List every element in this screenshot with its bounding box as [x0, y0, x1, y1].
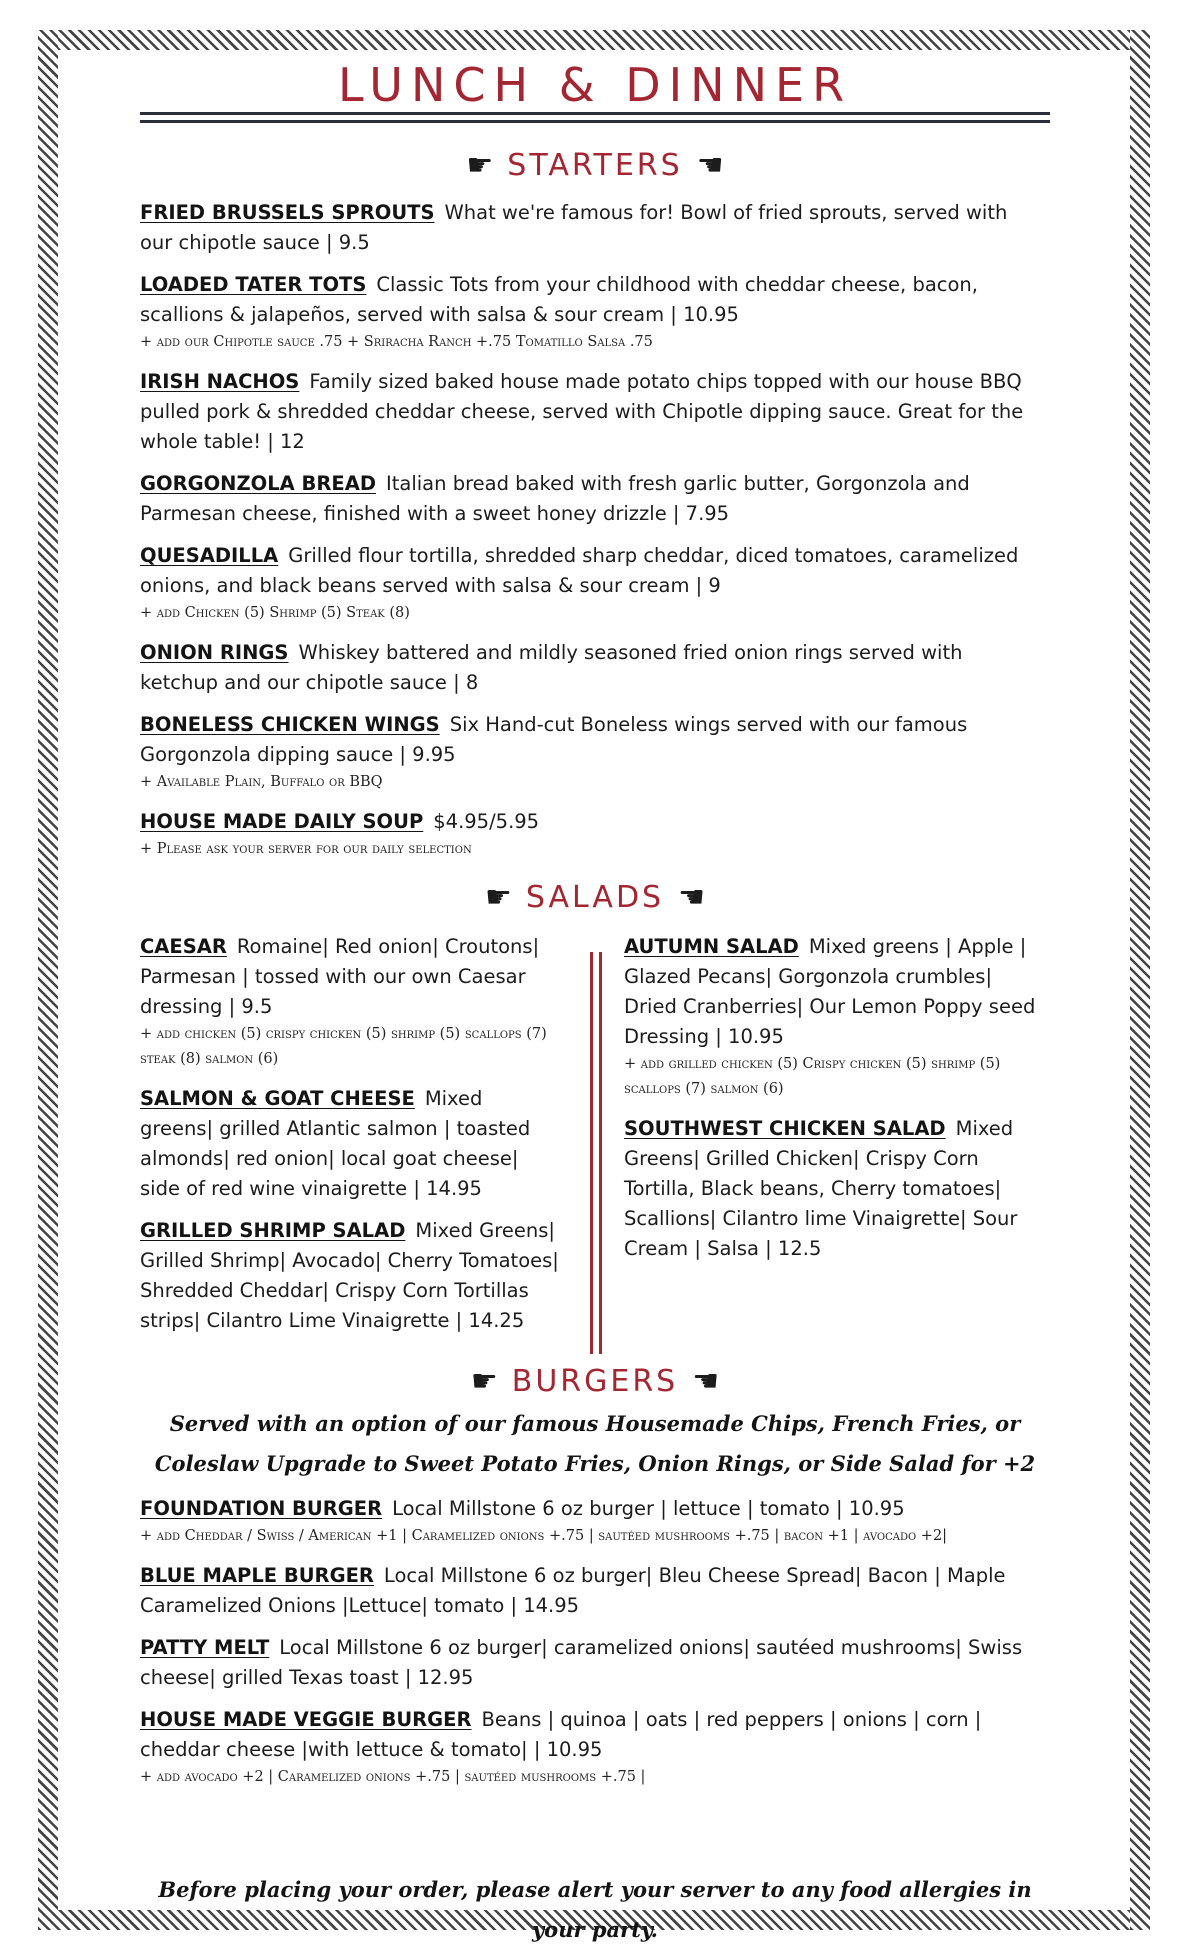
item-name: GRILLED SHRIMP SALAD — [140, 1219, 406, 1242]
item-add-on-note: + add Cheddar / Swiss / American +1 | Caramelized onions +.75 | sautéed mushrooms +.75 | bacon +1 | avocado +2| — [140, 1528, 948, 1544]
item-add-on-note: + add our Chipotle sauce .75 + Sriracha Ranch +.75 Tomatillo Salsa .75 — [140, 334, 653, 350]
pointing-hand-right-icon: ☛ — [466, 148, 494, 183]
burgers-list — [140, 1494, 1040, 1802]
menu-item-burger — [140, 1494, 1040, 1549]
starters-list — [140, 198, 1040, 874]
item-description: Family sized baked house made potato chips topped with our house BBQ pulled pork & shredded cheddar cheese, served with Chipotle dipping sauce. Great for the whole table! | 12 — [140, 370, 1024, 453]
item-add-on-note: + Please ask your server for our daily selection — [140, 841, 472, 857]
item-description: What we're famous for! Bowl of fried sprouts, served with our chipotle sauce | 9.5 — [140, 201, 1008, 254]
item-name: BLUE MAPLE BURGER — [140, 1564, 374, 1587]
menu-item-salad — [624, 1114, 1044, 1264]
item-name: HOUSE MADE VEGGIE BURGER — [140, 1708, 472, 1731]
page-title: LUNCH & DINNER — [337, 58, 853, 112]
menu-item-starter — [140, 367, 1040, 457]
salads-right-column — [624, 932, 1044, 1276]
item-name: LOADED TATER TOTS — [140, 273, 367, 296]
salads-heading — [0, 880, 1190, 915]
item-name: GORGONZOLA BREAD — [140, 472, 376, 495]
menu-item-starter — [140, 198, 1040, 258]
item-name: HOUSE MADE DAILY SOUP — [140, 810, 424, 833]
pointing-hand-left-icon: ☚ — [678, 880, 705, 915]
menu-item-salad — [140, 1216, 560, 1336]
pointing-hand-left-icon: ☚ — [696, 148, 724, 183]
column-divider — [590, 952, 593, 1354]
item-add-on-note: + add grilled chicken (5) Crispy chicken (5) shrimp (5) scallops (7) salmon (6) — [624, 1056, 1001, 1097]
title-rule — [140, 112, 1050, 115]
starters-heading — [0, 148, 1190, 183]
item-description: Beans | quinoa | oats | red peppers | onions | corn | cheddar cheese |with lettuce & tomato| | 10.95 — [140, 1708, 982, 1761]
item-description: Mixed Greens| Grilled Chicken| Crispy Corn Tortilla, Black beans, Cherry tomatoes| Scallions| Cilantro lime Vinaigrette| Sour Cream | Salsa | 12.5 — [624, 1117, 1018, 1260]
item-description: Grilled flour tortilla, shredded sharp cheddar, diced tomatoes, caramelized onions, and black beans served with salsa & sour cream | 9 — [140, 544, 1019, 597]
item-name: SOUTHWEST CHICKEN SALAD — [624, 1117, 946, 1140]
allergy-note: Before placing your order, please alert your server to any food allergies in your party. — [158, 1877, 1032, 1942]
item-name: ONION RINGS — [140, 641, 289, 664]
menu-item-starter — [140, 469, 1040, 529]
item-name: PATTY MELT — [140, 1636, 270, 1659]
item-name: QUESADILLA — [140, 544, 279, 567]
menu-item-salad — [140, 1084, 560, 1204]
item-add-on-note: + add avocado +2 | Caramelized onions +.75 | sautéed mushrooms +.75 | — [140, 1769, 646, 1785]
item-name: FRIED BRUSSELS SPROUTS — [140, 201, 435, 224]
menu-item-burger — [140, 1633, 1040, 1693]
menu-item-starter — [140, 638, 1040, 698]
menu-item-salad — [140, 932, 560, 1072]
item-description: Local Millstone 6 oz burger | lettuce | tomato | 10.95 — [392, 1497, 905, 1520]
burgers-heading-label: BURGERS — [511, 1364, 679, 1399]
pointing-hand-right-icon: ☛ — [470, 1364, 498, 1399]
starters-heading-label: STARTERS — [507, 148, 683, 183]
menu-item-burger — [140, 1705, 1040, 1790]
item-description: Local Millstone 6 oz burger| caramelized onions| sautéed mushrooms| Swiss cheese| grilled Texas toast | 12.95 — [140, 1636, 1023, 1689]
menu-item-salad — [624, 932, 1044, 1102]
item-description: Romaine| Red onion| Croutons| Parmesan | tossed with our own Caesar dressing | 9.5 — [140, 935, 540, 1018]
item-name: CAESAR — [140, 935, 227, 958]
item-description: Italian bread baked with fresh garlic butter, Gorgonzola and Parmesan cheese, finished with a sweet honey drizzle | 7.95 — [140, 472, 970, 525]
salads-heading-label: SALADS — [525, 880, 665, 915]
border-top — [38, 30, 1150, 50]
item-name: AUTUMN SALAD — [624, 935, 799, 958]
item-add-on-note: + add chicken (5) crispy chicken (5) shrimp (5) scallops (7) steak (8) salmon (6) — [140, 1026, 547, 1067]
item-description: Mixed greens | Apple | Glazed Pecans| Gorgonzola crumbles| Dried Cranberries| Our Lemon Poppy seed Dressing | 10.95 — [624, 935, 1036, 1048]
pointing-hand-left-icon: ☚ — [692, 1364, 720, 1399]
menu-item-burger — [140, 1561, 1040, 1621]
menu-item-starter — [140, 541, 1040, 626]
item-description: $4.95/5.95 — [433, 810, 540, 833]
title-rule — [140, 120, 1050, 123]
item-description: Local Millstone 6 oz burger| Bleu Cheese Spread| Bacon | Maple Caramelized Onions |Lettuce| tomato | 14.95 — [140, 1564, 1006, 1617]
item-description: Classic Tots from your childhood with cheddar cheese, bacon, scallions & jalapeños, served with salsa & sour cream | 10.95 — [140, 273, 978, 326]
item-description: Mixed greens| grilled Atlantic salmon | toasted almonds| red onion| local goat cheese| side of red wine vinaigrette | 14.95 — [140, 1087, 531, 1200]
item-description: Mixed Greens| Grilled Shrimp| Avocado| Cherry Tomatoes| Shredded Cheddar| Crispy Corn Tortillas strips| Cilantro Lime Vinaigrette | 14.25 — [140, 1219, 559, 1332]
item-add-on-note: + Available Plain, Buffalo or BBQ — [140, 774, 383, 790]
burgers-heading — [0, 1364, 1190, 1399]
item-description: Whiskey battered and mildly seasoned fried onion rings served with ketchup and our chipotle sauce | 8 — [140, 641, 963, 694]
item-add-on-note: + add Chicken (5) Shrimp (5) Steak (8) — [140, 605, 410, 621]
menu-item-starter — [140, 710, 1040, 795]
menu-item-starter — [140, 807, 1040, 862]
pointing-hand-right-icon: ☛ — [484, 880, 512, 915]
item-name: SALMON & GOAT CHEESE — [140, 1087, 415, 1110]
salads-left-column — [140, 932, 560, 1348]
column-divider — [599, 952, 602, 1354]
item-name: IRISH NACHOS — [140, 370, 300, 393]
border-right — [1130, 30, 1150, 1930]
item-name: FOUNDATION BURGER — [140, 1497, 383, 1520]
item-description: Six Hand-cut Boneless wings served with our famous Gorgonzola dipping sauce | 9.95 — [140, 713, 968, 766]
border-left — [38, 30, 58, 1930]
item-name: BONELESS CHICKEN WINGS — [140, 713, 440, 736]
burgers-intro: Served with an option of our famous Housemade Chips, French Fries, or Coleslaw Upgrade to Sweet Potato Fries, Onion Rings, or Side Salad for +2 — [154, 1411, 1036, 1476]
menu-item-starter — [140, 270, 1040, 355]
